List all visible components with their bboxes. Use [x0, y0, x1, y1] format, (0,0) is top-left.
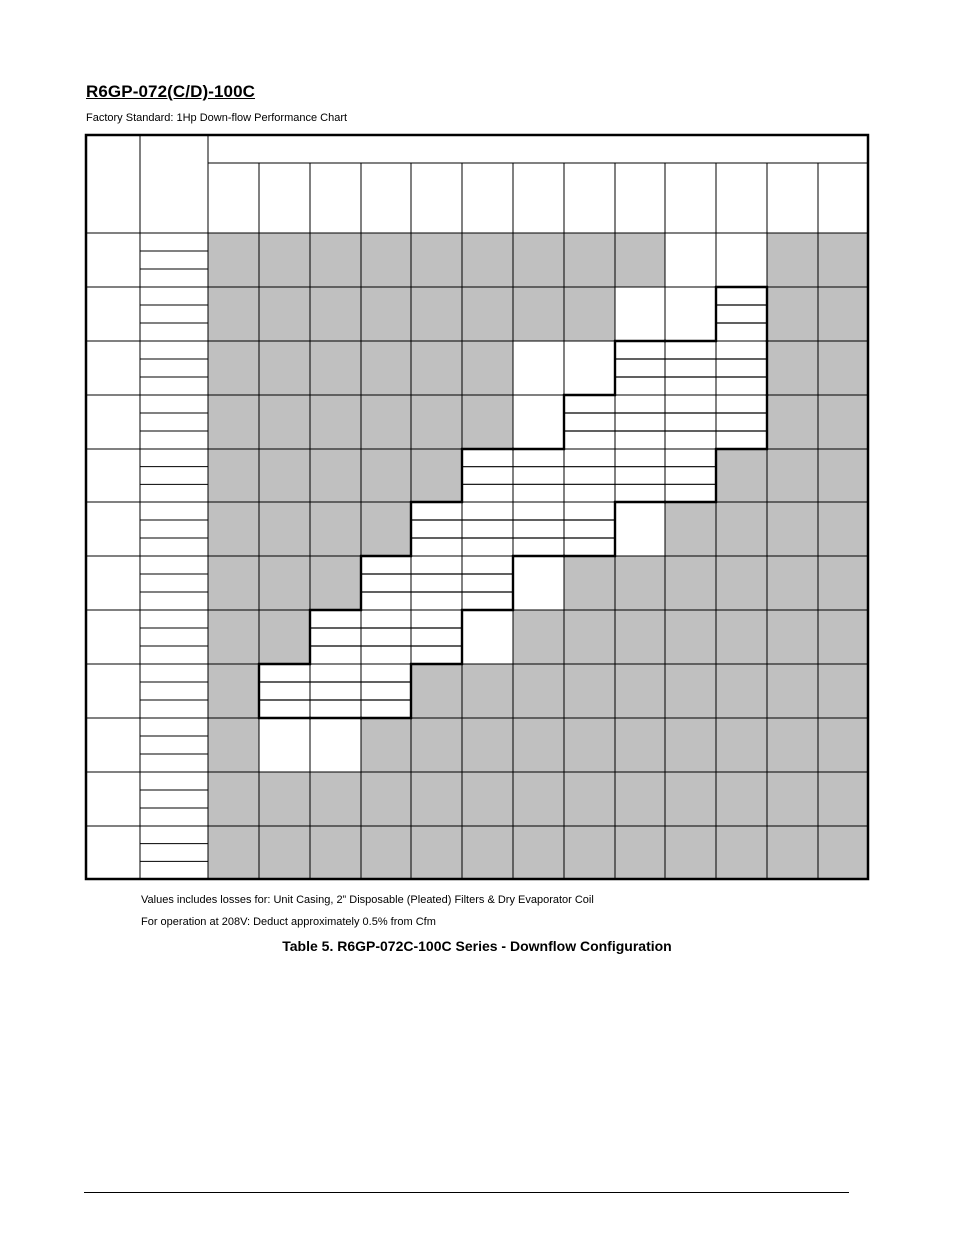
shaded-cell	[411, 718, 462, 772]
shaded-cell	[615, 233, 665, 287]
shaded-cell	[411, 449, 462, 502]
shaded-cell	[767, 502, 818, 556]
shaded-cell	[767, 287, 818, 341]
shaded-cell	[462, 772, 513, 826]
shaded-cell	[310, 449, 361, 502]
shaded-cell	[411, 341, 462, 395]
shaded-cell	[767, 449, 818, 502]
shaded-cell	[310, 233, 361, 287]
open-cell	[462, 556, 513, 610]
shaded-cell	[818, 233, 868, 287]
shaded-cell	[564, 826, 615, 879]
open-cell	[564, 341, 615, 395]
shaded-cell	[818, 664, 868, 718]
shaded-cell	[259, 556, 310, 610]
shaded-cell	[716, 556, 767, 610]
shaded-cell	[767, 718, 818, 772]
shaded-cell	[462, 395, 513, 449]
open-cell	[462, 502, 513, 556]
open-cell	[665, 341, 716, 395]
open-cell	[513, 556, 564, 610]
open-cell	[513, 395, 564, 449]
shaded-cell	[310, 341, 361, 395]
shaded-cell	[208, 502, 259, 556]
shaded-cell	[665, 556, 716, 610]
shaded-cell	[361, 233, 411, 287]
shaded-cell	[462, 287, 513, 341]
shaded-cell	[208, 610, 259, 664]
shaded-cell	[310, 502, 361, 556]
shaded-cell	[462, 233, 513, 287]
open-cell	[665, 287, 716, 341]
open-cell	[462, 610, 513, 664]
shaded-cell	[564, 287, 615, 341]
shaded-cell	[259, 772, 310, 826]
shaded-cell	[361, 287, 411, 341]
note-losses: Values includes losses for: Unit Casing, 2” Disposable (Pleated) Filters & Dry Evaporator Coil	[141, 894, 594, 906]
shaded-cell	[513, 233, 564, 287]
shaded-cell	[208, 341, 259, 395]
shaded-cell	[310, 556, 361, 610]
shaded-cell	[259, 341, 310, 395]
shaded-cell	[767, 341, 818, 395]
open-cell	[462, 449, 513, 502]
shaded-cell	[208, 395, 259, 449]
shaded-cell	[259, 826, 310, 879]
shaded-cell	[361, 718, 411, 772]
shaded-cell	[615, 664, 665, 718]
shaded-cell	[259, 287, 310, 341]
open-cell	[361, 556, 411, 610]
open-cell	[716, 233, 767, 287]
shaded-cell	[564, 772, 615, 826]
shaded-cell	[310, 826, 361, 879]
shaded-cell	[818, 502, 868, 556]
shaded-cell	[716, 502, 767, 556]
shaded-cell	[818, 718, 868, 772]
shaded-cell	[513, 826, 564, 879]
open-cell	[716, 341, 767, 395]
shaded-cell	[716, 664, 767, 718]
shaded-cell	[716, 718, 767, 772]
shaded-cell	[462, 826, 513, 879]
shaded-cell	[259, 610, 310, 664]
shaded-cell	[564, 233, 615, 287]
shaded-cell	[208, 556, 259, 610]
shaded-cell	[818, 395, 868, 449]
open-cell	[310, 664, 361, 718]
shaded-cell	[767, 610, 818, 664]
shaded-cell	[310, 772, 361, 826]
open-cell	[615, 395, 665, 449]
open-cell	[259, 664, 310, 718]
open-cell	[513, 449, 564, 502]
shaded-cell	[513, 664, 564, 718]
chart-subtitle: Factory Standard: 1Hp Down-flow Performance Chart	[86, 112, 348, 124]
open-cell	[411, 610, 462, 664]
shaded-cell	[208, 718, 259, 772]
shaded-cell	[665, 664, 716, 718]
shaded-cell	[716, 772, 767, 826]
shaded-cell	[361, 772, 411, 826]
shaded-cell	[259, 449, 310, 502]
shaded-cell	[615, 826, 665, 879]
shaded-cell	[259, 502, 310, 556]
open-cell	[716, 395, 767, 449]
open-cell	[716, 287, 767, 341]
footer-rule	[84, 1192, 849, 1193]
shaded-cell	[615, 772, 665, 826]
open-cell	[310, 610, 361, 664]
shaded-cell	[665, 502, 716, 556]
shaded-cell	[615, 610, 665, 664]
shaded-cell	[767, 664, 818, 718]
open-cell	[310, 718, 361, 772]
open-cell	[615, 287, 665, 341]
shaded-cell	[513, 287, 564, 341]
shaded-cell	[818, 449, 868, 502]
shaded-cell	[361, 826, 411, 879]
shaded-cell	[665, 772, 716, 826]
shaded-cell	[361, 395, 411, 449]
shaded-cell	[767, 826, 818, 879]
open-cell	[411, 502, 462, 556]
table-caption: Table 5. R6GP-072C-100C Series - Downflow Configuration	[282, 938, 672, 954]
open-cell	[615, 502, 665, 556]
page-title: R6GP-072(C/D)-100C	[86, 82, 256, 101]
shaded-cell	[767, 395, 818, 449]
shaded-cell	[411, 233, 462, 287]
shaded-cell	[361, 449, 411, 502]
shaded-cell	[513, 772, 564, 826]
shaded-cell	[513, 718, 564, 772]
shaded-cell	[411, 664, 462, 718]
shaded-cell	[310, 395, 361, 449]
shaded-cell	[361, 341, 411, 395]
shaded-cell	[411, 772, 462, 826]
shaded-cell	[462, 718, 513, 772]
shaded-cell	[818, 610, 868, 664]
shaded-cell	[818, 341, 868, 395]
open-cell	[665, 395, 716, 449]
shaded-cell	[615, 718, 665, 772]
shaded-cell	[818, 287, 868, 341]
shaded-cell	[665, 718, 716, 772]
shaded-cell	[818, 826, 868, 879]
shaded-cell	[716, 826, 767, 879]
shaded-cell	[208, 287, 259, 341]
open-cell	[615, 449, 665, 502]
shaded-cell	[564, 610, 615, 664]
open-cell	[564, 502, 615, 556]
shaded-cell	[564, 664, 615, 718]
shaded-cell	[310, 287, 361, 341]
open-cell	[513, 502, 564, 556]
shaded-cell	[208, 772, 259, 826]
open-cell	[361, 664, 411, 718]
open-cell	[665, 449, 716, 502]
shaded-cell	[767, 772, 818, 826]
open-cell	[361, 610, 411, 664]
open-cell	[259, 718, 310, 772]
shaded-cell	[208, 826, 259, 879]
shaded-cell	[411, 395, 462, 449]
open-cell	[615, 341, 665, 395]
shaded-cell	[462, 664, 513, 718]
shaded-cell	[716, 610, 767, 664]
note-voltage: For operation at 208V: Deduct approximately 0.5% from Cfm	[141, 916, 436, 928]
shaded-cell	[818, 556, 868, 610]
shaded-cell	[361, 502, 411, 556]
shaded-cell	[208, 233, 259, 287]
shaded-cell	[564, 556, 615, 610]
shaded-cell	[411, 826, 462, 879]
shaded-cell	[767, 556, 818, 610]
open-cell	[564, 449, 615, 502]
open-cell	[564, 395, 615, 449]
shaded-cell	[259, 395, 310, 449]
shaded-cell	[716, 449, 767, 502]
shaded-cell	[208, 664, 259, 718]
shaded-cell	[564, 718, 615, 772]
shaded-cell	[767, 233, 818, 287]
shaded-cell	[208, 449, 259, 502]
shaded-cell	[665, 610, 716, 664]
shaded-cell	[818, 772, 868, 826]
shaded-cell	[615, 556, 665, 610]
shaded-cell	[411, 287, 462, 341]
shaded-cell	[665, 826, 716, 879]
shaded-cell	[259, 233, 310, 287]
open-cell	[513, 341, 564, 395]
shaded-cell	[462, 341, 513, 395]
shaded-cell	[513, 610, 564, 664]
open-cell	[411, 556, 462, 610]
open-cell	[665, 233, 716, 287]
